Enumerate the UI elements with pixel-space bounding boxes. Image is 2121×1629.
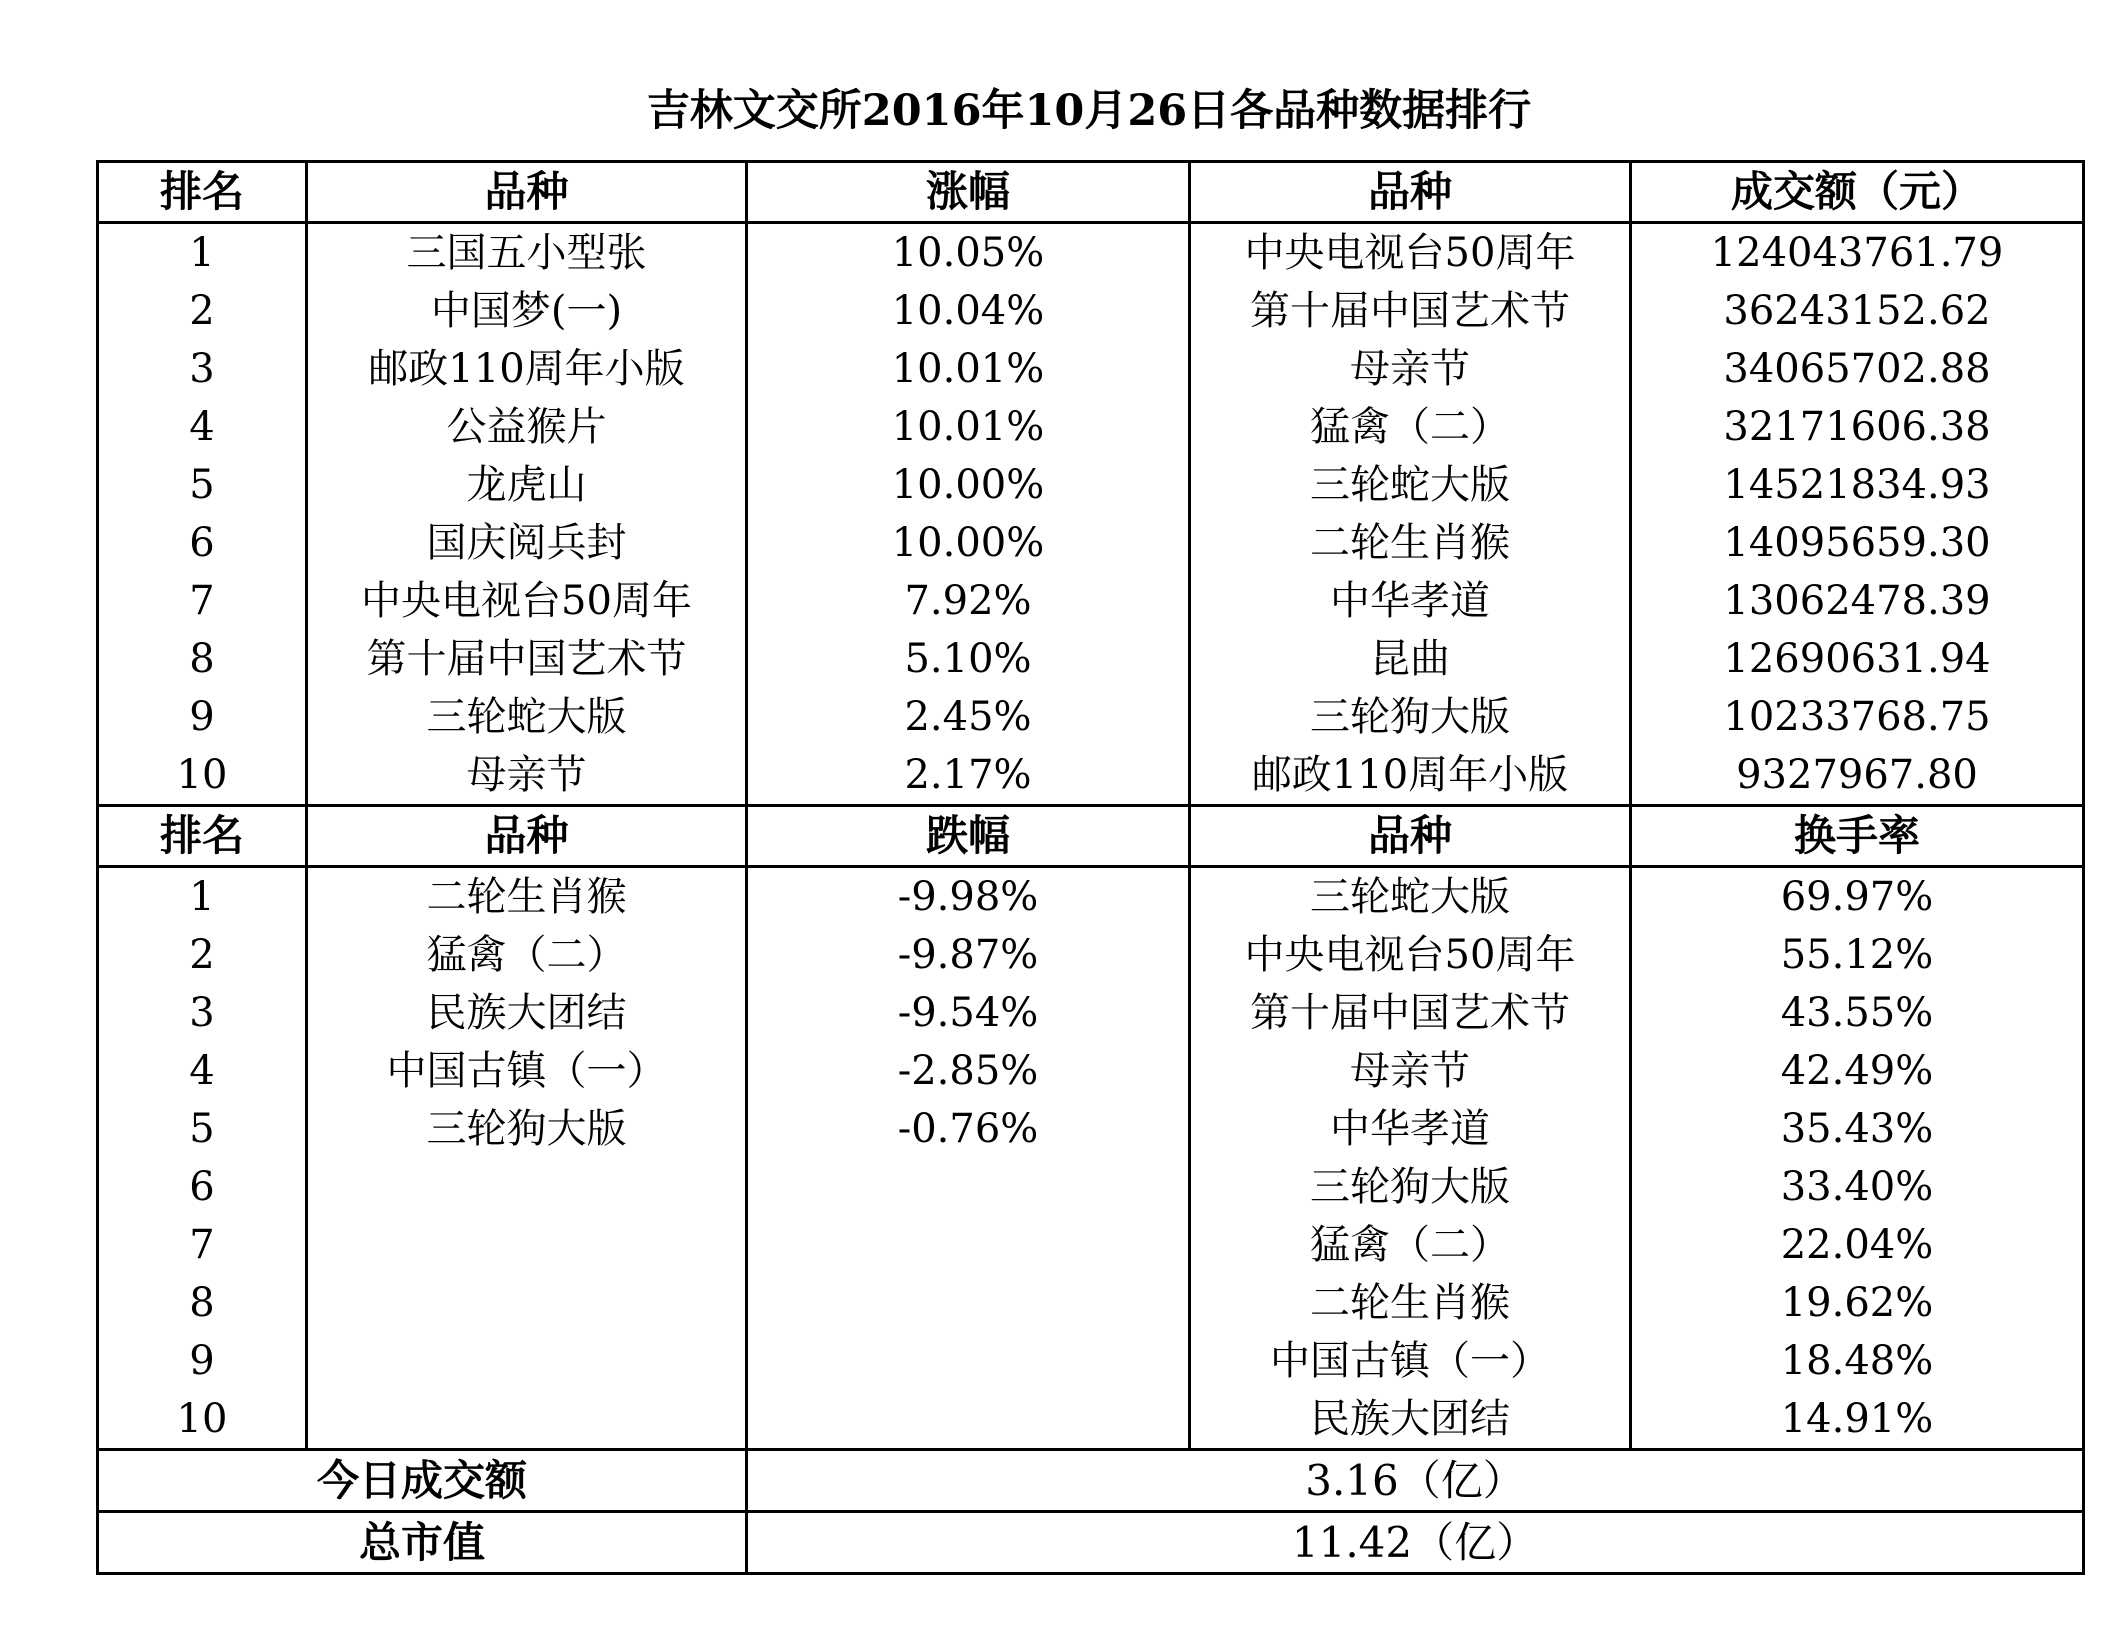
variety-cell: 中央电视台50周年	[307, 572, 747, 630]
change-cell: 2.45%	[747, 688, 1190, 746]
table-row	[98, 746, 2084, 806]
change-cell: -2.85%	[747, 1042, 1190, 1100]
variety-cell: 二轮生肖猴	[1190, 1274, 1631, 1332]
variety-cell: 三轮狗大版	[307, 1100, 747, 1158]
table-row	[98, 1216, 2084, 1274]
table-row	[98, 1158, 2084, 1216]
page-title: 吉林文交所2016年10月26日各品种数据排行	[646, 86, 1532, 136]
variety-cell: 猛禽（二）	[1190, 1216, 1631, 1274]
variety-cell	[307, 1216, 747, 1274]
metric-cell: 35.43%	[1780, 1106, 1934, 1152]
table-row	[98, 984, 2084, 1042]
table-row	[98, 926, 2084, 984]
header-cell: 品种	[307, 806, 747, 867]
header-cell: 品种	[1190, 162, 1631, 223]
rank-cell: 10	[98, 746, 307, 806]
rank-cell: 10	[98, 1390, 307, 1450]
metric-cell: 36243152.62	[1723, 288, 1991, 334]
change-cell: 10.00%	[747, 514, 1190, 572]
variety-cell: 民族大团结	[1190, 1390, 1631, 1450]
change-cell: 10.04%	[747, 282, 1190, 340]
table-header-row	[98, 162, 2084, 223]
variety-cell: 三轮狗大版	[1190, 1158, 1631, 1216]
variety-cell: 邮政110周年小版	[1190, 746, 1631, 806]
change-cell	[747, 1158, 1190, 1216]
variety-cell: 猛禽（二）	[1190, 398, 1631, 456]
rank-cell: 2	[98, 926, 307, 984]
rank-cell: 6	[98, 514, 307, 572]
table-row	[98, 1042, 2084, 1100]
variety-cell: 三轮蛇大版	[307, 688, 747, 746]
change-cell: 2.17%	[747, 746, 1190, 806]
variety-cell: 猛禽（二）	[307, 926, 747, 984]
table-row	[98, 398, 2084, 456]
variety-cell: 中国古镇（一）	[307, 1042, 747, 1100]
summary-label: 总市值	[98, 1512, 747, 1574]
change-cell: 10.01%	[747, 398, 1190, 456]
rank-cell: 4	[98, 1042, 307, 1100]
variety-cell: 中国梦(一)	[307, 282, 747, 340]
variety-cell: 二轮生肖猴	[307, 867, 747, 927]
change-cell: -9.54%	[747, 984, 1190, 1042]
metric-cell: 18.48%	[1780, 1338, 1934, 1384]
variety-cell: 中国古镇（一）	[1190, 1332, 1631, 1390]
metric-cell: 34065702.88	[1723, 346, 1991, 392]
table-row	[98, 1332, 2084, 1390]
table-row	[98, 1100, 2084, 1158]
variety-cell: 母亲节	[1190, 1042, 1631, 1100]
variety-cell	[307, 1332, 747, 1390]
change-cell: -9.98%	[747, 867, 1190, 927]
table-row	[98, 1390, 2084, 1450]
change-cell: 10.01%	[747, 340, 1190, 398]
change-cell: -9.87%	[747, 926, 1190, 984]
change-cell: 5.10%	[747, 630, 1190, 688]
variety-cell	[307, 1390, 747, 1450]
rank-cell: 5	[98, 1100, 307, 1158]
metric-cell: 55.12%	[1780, 932, 1934, 978]
variety-cell: 民族大团结	[307, 984, 747, 1042]
metric-cell: 43.55%	[1780, 990, 1934, 1036]
variety-cell: 第十届中国艺术节	[1190, 282, 1631, 340]
variety-cell: 三轮蛇大版	[1190, 867, 1631, 927]
summary-value: 11.42（亿）	[747, 1512, 2084, 1574]
variety-cell: 三轮狗大版	[1190, 688, 1631, 746]
table-row	[98, 514, 2084, 572]
table-row	[98, 630, 2084, 688]
metric-cell: 32171606.38	[1723, 404, 1991, 450]
variety-cell: 中华孝道	[1190, 572, 1631, 630]
metric-cell: 12690631.94	[1723, 636, 1991, 682]
rank-cell: 4	[98, 398, 307, 456]
change-cell: -0.76%	[747, 1100, 1190, 1158]
header-cell: 排名	[98, 806, 307, 867]
variety-cell: 三国五小型张	[307, 223, 747, 283]
variety-cell: 中央电视台50周年	[1190, 926, 1631, 984]
rank-cell: 6	[98, 1158, 307, 1216]
table-row	[98, 282, 2084, 340]
metric-cell: 69.97%	[1780, 874, 1934, 920]
variety-cell	[307, 1158, 747, 1216]
change-cell: 10.05%	[747, 223, 1190, 283]
rank-cell: 8	[98, 630, 307, 688]
change-cell	[747, 1332, 1190, 1390]
rank-cell: 9	[98, 688, 307, 746]
variety-cell: 邮政110周年小版	[307, 340, 747, 398]
header-cell: 成交额（元）	[1631, 162, 2084, 223]
change-cell: 10.00%	[747, 456, 1190, 514]
summary-value: 3.16（亿）	[747, 1450, 2084, 1512]
rank-cell: 9	[98, 1332, 307, 1390]
variety-cell: 中华孝道	[1190, 1100, 1631, 1158]
metric-cell: 14521834.93	[1723, 462, 1991, 508]
metric-cell: 42.49%	[1780, 1048, 1934, 1094]
table-row	[98, 688, 2084, 746]
variety-cell: 中央电视台50周年	[1190, 223, 1631, 283]
metric-cell: 10233768.75	[1723, 694, 1991, 740]
header-cell: 品种	[1190, 806, 1631, 867]
header-cell: 排名	[98, 162, 307, 223]
rank-cell: 2	[98, 282, 307, 340]
header-cell: 品种	[307, 162, 747, 223]
metric-cell: 14.91%	[1780, 1396, 1934, 1442]
ranking-table	[96, 160, 2085, 1575]
header-cell: 跌幅	[747, 806, 1190, 867]
rank-cell: 3	[98, 984, 307, 1042]
summary-row-market-cap	[98, 1512, 2084, 1574]
variety-cell: 国庆阅兵封	[307, 514, 747, 572]
variety-cell: 第十届中国艺术节	[1190, 984, 1631, 1042]
table-row	[98, 867, 2084, 927]
variety-cell: 第十届中国艺术节	[307, 630, 747, 688]
change-cell: 7.92%	[747, 572, 1190, 630]
variety-cell: 龙虎山	[307, 456, 747, 514]
variety-cell: 母亲节	[1190, 340, 1631, 398]
rank-cell: 3	[98, 340, 307, 398]
rank-cell: 5	[98, 456, 307, 514]
change-cell	[747, 1216, 1190, 1274]
table-header-row	[98, 806, 2084, 867]
variety-cell: 母亲节	[307, 746, 747, 806]
metric-cell: 14095659.30	[1723, 520, 1991, 566]
rank-cell: 1	[98, 867, 307, 927]
header-cell: 换手率	[1631, 806, 2084, 867]
metric-cell: 13062478.39	[1723, 578, 1991, 624]
change-cell	[747, 1390, 1190, 1450]
variety-cell: 昆曲	[1190, 630, 1631, 688]
variety-cell: 二轮生肖猴	[1190, 514, 1631, 572]
summary-label: 今日成交额	[98, 1450, 747, 1512]
table-row	[98, 223, 2084, 283]
rank-cell: 7	[98, 1216, 307, 1274]
variety-cell	[307, 1274, 747, 1332]
table-row	[98, 1274, 2084, 1332]
rank-cell: 7	[98, 572, 307, 630]
change-cell	[747, 1274, 1190, 1332]
table-row	[98, 340, 2084, 398]
metric-cell: 9327967.80	[1736, 752, 1978, 798]
table-row	[98, 456, 2084, 514]
summary-row-turnover	[98, 1450, 2084, 1512]
variety-cell: 公益猴片	[307, 398, 747, 456]
header-cell: 涨幅	[747, 162, 1190, 223]
metric-cell: 33.40%	[1780, 1164, 1934, 1210]
variety-cell: 三轮蛇大版	[1190, 456, 1631, 514]
metric-cell: 19.62%	[1780, 1280, 1934, 1326]
metric-cell: 124043761.79	[1710, 230, 2004, 276]
table-row	[98, 572, 2084, 630]
rank-cell: 1	[98, 223, 307, 283]
rank-cell: 8	[98, 1274, 307, 1332]
metric-cell: 22.04%	[1780, 1222, 1934, 1268]
